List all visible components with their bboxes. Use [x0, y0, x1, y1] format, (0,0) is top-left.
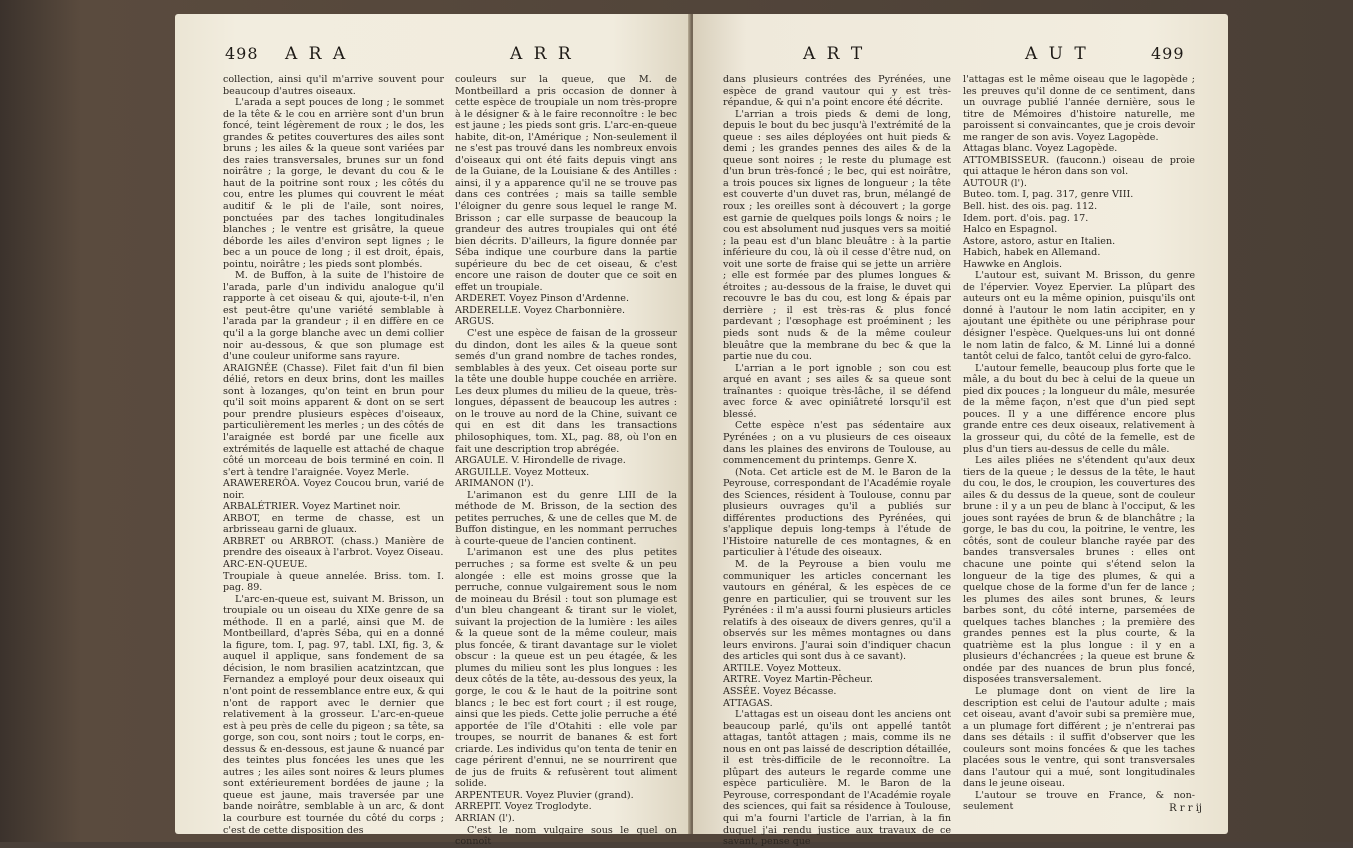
paragraph: M. de la Peyrouse a bien voulu me communiquer les articles concernant les vautours en général, & les espèces de ce genre en particulier, qui se trouvent sur les Pyrénées : il m'a aussi fourni plusieurs articles relatifs à des oiseaux de divers genres, qu'il a observés sur les mêmes montagnes ou dans leurs environs. J'aurai soin d'indiquer chacun des articles qui sont dus à ce savant).	[723, 558, 951, 663]
paragraph: Habich, habek en Allemand.	[963, 247, 1101, 259]
paragraph: Les ailes pliées ne s'étendent qu'aux deux tiers de la queue ; le dessus de la tête, le haut du cou, le dos, le croupion, les couvertures des ailes & du dessus de la queue, sont de couleur brune : il y a un peu de blanc à l'occiput, & les joues sont rayées de brun & de blanchâtre ; la gorge, le bas du cou, la poitrine, le ventre, les côtés, sont de couleur blanche rayée par des bandes transversales brunes : elles ont chacune une pointe qui s'étend selon la longueur de la tige des plumes, & qui a quelque chose de la forme d'un fer de lance ; les plumes des ailes sont brunes, & leurs barbes sont, du côté interne, parsemées de quelques taches blanches ; la première des grandes pennes est la plus courte, & la quatrième est la plus longue : il y en a plusieurs d'échancrées ; la queue est brune & ondée par des nuances de brun plus foncé, disposées transversalement.	[963, 455, 1195, 686]
paragraph: Hawwke en Anglois.	[963, 258, 1063, 270]
paragraph: L'arimanon est une des plus petites perruches ; sa forme est svelte & un peu alongée : elle est moins grosse que la perruche, connue vulgairement sous le nom de moineau du Brésil : tout son plumage est d'un bleu changeant & tirant sur le violet, suivant la projection de la lumière : les ailes & la queue sont de la même couleur, mais plus foncée, & tirant davantage sur le violet obscur : la queue est un peu étagée, & les plumes du milieu sont les plus longues : les deux côtés de la tête, au-dessous des yeux, la gorge, le cou & le haut de la poitrine sont blancs ; le bec est fort court ; il est rouge, ainsi que les pieds. Cette jolie perruche a été apportée de l'île d'Otahiti : elle vole par troupes, se nourrit de bananes & est fort criarde. Les individus qu'on tenta de tenir en cage périrent d'ennui, ne se nourrirent que de jus de fruits & refusèrent tout aliment solide.	[455, 547, 677, 790]
right-column-2	[963, 74, 1195, 813]
left-page-number: 498	[225, 44, 259, 63]
dictionary-entry: ATTOMBISSEUR. (fauconn.) oiseau de proie qui attaque le héron dans son vol.	[963, 154, 1195, 178]
paragraph: L'autour femelle, beaucoup plus forte que le mâle, a du bout du bec à celui de la queue un pied dix pouces ; la longueur du mâle, mesurée de la même façon, n'est que d'un pied sept pouces. Il y a une différence encore plus grande entre ces deux oiseaux, relativement à la grosseur qui, du côté de la femelle, est de plus d'un tiers au-dessus de celle du mâle.	[963, 362, 1195, 455]
paragraph: L'arrian a le port ignoble ; son cou est arqué en avant ; ses ailes & sa queue sont traînantes : quoique très-lâche, il se défend avec force & avec opiniâtreté lorsqu'il est blessé.	[723, 362, 951, 420]
paragraph: l'attagas est le même oiseau que le lagopède ; les preuves qu'il donne de ce sentiment, dans un ouvrage publié l'année dernière, sous le titre de Mémoires d'histoire naturelle, me paroissent si convaincantes, que je crois devoir me ranger de son avis. Voyez Lagopède.	[963, 74, 1195, 143]
left-headword-right: A R R	[510, 44, 574, 64]
left-running-head	[175, 44, 690, 66]
right-page-number: 499	[1151, 44, 1185, 63]
paragraph: Astore, astoro, astur en Italien.	[963, 235, 1116, 247]
paragraph: L'autour se trouve en France, & non-seulement	[963, 789, 1195, 813]
right-page	[693, 14, 1228, 848]
paragraph: Cette espèce n'est pas sédentaire aux Pyrénées ; on a vu plusieurs de ces oiseaux dans les plaines des environs de Toulouse, au commencement du printemps. Genre X.	[723, 420, 951, 467]
paragraph: C'est une espèce de faisan de la grosseur du dindon, dont les ailes & la queue sont semés d'un grand nombre de taches rondes, semblables à des yeux. Cet oiseau porte sur la tête une double huppe couchée en arrière. Les deux plumes du milieu de la queue, très-longues, dépassent de beaucoup les autres : on le trouve au nord de la Chine, suivant ce qui en est dit dans les transactions philosophiques, tom. XL, pag. 88, où l'on en fait une description trop abrégée.	[455, 328, 677, 455]
dictionary-entry: ARDERET. Voyez Pinson d'Ardenne.	[455, 293, 630, 305]
dictionary-entry: ATTAGAS.	[723, 697, 773, 709]
paragraph: L'arada a sept pouces de long ; le sommet de la tête & le cou en arrière sont d'un brun foncé, teint légèrement de roux ; le dos, les grandes & petites couvertures des ailes sont bruns ; les ailes & la queue sont variées par des raies transversales, brunes sur un fond noirâtre ; la gorge, le devant du cou & le haut de la poitrine sont roux ; les côtés du cou, entre les plumes qui couvrent le méat auditif & le pli de l'aile, sont noires, ponctuées par des taches longitudinales blanches ; le ventre est grisâtre, la queue déborde les ailes d'environ sept lignes ; le bec a un pouce de long ; il est droit, épais, pointu, noirâtre ; les pieds sont plombés.	[223, 97, 444, 270]
paragraph: L'arrian a trois pieds & demi de long, depuis le bout du bec jusqu'à l'extrémité de la queue : ses ailes déployées ont huit pieds & demi ; les grandes pennes des ailes & de la queue sont noires ; le reste du plumage est d'un brun très-foncé ; le bec, qui est noirâtre, a trois pouces six lignes de longueur ; la tête est couverte d'un duvet ras, brun, mélangé de roux ; les oreilles sont à découvert ; la gorge est garnie de quelques poils longs & noirs ; le cou est absolument nud jusques vers sa moitié ; la peau est d'un blanc bleuâtre : à la partie inférieure du cou, là où il cesse d'être nud, on voit une sorte de fraise qui se jette un arrière ; elle est formée par des plumes longues & étroites ; au-dessous de la fraise, le duvet qui recouvre le bas du cou, est long & épais par derrière ; il est très-ras & plus foncé pardevant ; l'œsophage est proéminent ; les pieds sont nuds & de la même couleur bleuâtre que la membrane du bec & que la partie nue du cou.	[723, 108, 951, 363]
right-headword-right: A U T	[1025, 44, 1089, 64]
dictionary-entry: ARC-EN-QUEUE.	[223, 558, 308, 570]
dictionary-entry: ARRIAN (l').	[455, 813, 515, 824]
paragraph: Troupiale à queue annelée. Briss. tom. I. pag. 89.	[223, 570, 444, 594]
dictionary-entry: ASSÉE. Voyez Bécasse.	[723, 685, 837, 697]
paragraph: collection, ainsi qu'il m'arrive souvent pour beaucoup d'autres oiseaux.	[223, 74, 444, 97]
dictionary-entry: ARBALÉTRIER. Voyez Martinet noir.	[223, 501, 401, 513]
dictionary-entry: ARREPIT. Voyez Troglodyte.	[455, 801, 592, 813]
dictionary-entry: ARIMANON (l').	[455, 478, 534, 490]
paragraph: (Nota. Cet article est de M. le Baron de la Peyrouse, correspondant de l'Académie royale des Sciences, résident à Toulouse, connu par plusieurs ouvrages qu'il a publiés sur différentes productions des Pyrénées, qui s'applique depuis long-temps à l'étude de l'Histoire naturelle de ces montagnes, & en particulier à l'étude des oiseaux.	[723, 466, 951, 559]
paragraph: C'est le nom vulgaire sous le quel on connoît	[455, 824, 677, 848]
left-page	[175, 14, 690, 848]
dictionary-entry: ARTRE. Voyez Martin-Pêcheur.	[723, 674, 873, 686]
dictionary-entry: ARGAULE. V. Hirondelle de rivage.	[455, 455, 626, 467]
left-column-1	[223, 74, 444, 836]
signature-mark: R r r ij	[1169, 803, 1202, 814]
paragraph: Le plumage dont on vient de lire la description est celui de l'autour adulte ; mais cet oiseau, avant d'avoir subi sa première mue, a un plumage fort différent ; je n'entrerai pas dans ses détails : il suffit d'observer que les couleurs sont moins foncées & que les taches placées sous le ventre, qui sont transversales dans l'autour qui a mué, sont longitudinales dans le jeune oiseau.	[963, 685, 1195, 790]
dictionary-entry: ARDERELLE. Voyez Charbonnière.	[455, 304, 626, 316]
left-column-2	[455, 74, 677, 848]
dictionary-entry: AUTOUR (l').	[963, 177, 1027, 189]
dictionary-entry: ARGUILLE. Voyez Motteux.	[455, 466, 590, 478]
paragraph: dans plusieurs contrées des Pyrénées, une espèce de grand vautour qui y est très-répandue, & qui n'a point encore été décrite.	[723, 74, 951, 109]
right-headword-left: A R T	[803, 44, 866, 64]
paragraph: L'attagas est un oiseau dont les anciens ont beaucoup parlé, qu'ils ont appellé tantôt attagas, tantôt attagen ; mais, comme ils ne nous en ont pas laissé de description détaillée, il est très-difficile de le reconnoître. La plûpart des auteurs le regarde comme une espèce particulière. M. le Baron de la Peyrouse, correspondant de l'Académie royale des sciences, qui fait sa résidence à Toulouse, qui m'a fourni l'article de l'arrian, à la fin duquel j'ai rendu justice aux travaux de ce savant, pense que	[723, 709, 951, 848]
dictionary-entry: Attagas blanc. Voyez Lagopède.	[963, 143, 1118, 155]
paragraph: L'arc-en-queue est, suivant M. Brisson, un troupiale ou un oiseau du XIXe genre de sa méthode. Il en a parlé, ainsi que M. de Montbeillard, d'après Séba, qui en a donné la figure, tom. I, pag. 97, tabl. LXI, fig. 3, & auquel il applique, sans fondement de sa décision, le nom brasilien acatzintzcan, que Fernandez a employé pour deux oiseaux qui n'ont point de ressemblance entre eux, & qui n'ont de rapport avec le dernier que relativement à la grosseur. L'arc-en-queue est à peu près de celle du pigeon ; sa tête, sa gorge, son cou, sont noirs ; tout le corps, en-dessus & en-dessous, est jaune & nuancé par des teintes plus foncées les unes que les autres ; les ailes sont noires & leurs plumes sont extérieurement bordées de jaune ; la queue est jaune, mais traversée par une bande noirâtre, semblable à un arc, & dont la courbure est tournée du côté du corps ; c'est de cette disposition des	[223, 593, 444, 836]
paragraph: couleurs sur la queue, que M. de Montbeillard a pris occasion de donner à cette espèce de troupiale un nom très-propre à le désigner & à le faire reconnoître : le bec est jaune ; les pieds sont gris. L'arc-en-queue habite, dit-on, l'Amérique ; Non-seulement il ne s'est pas trouvé dans les nombreux envois d'oiseaux qui ont été faits depuis vingt ans de la Guiane, de la Louisiane & des Antilles : ainsi, il y a apparence qu'il ne se trouve pas dans ces contrées ; mais sa taille semble l'éloigner du genre sous lequel le range M. Brisson ; car elle surpasse de beaucoup la grandeur des autres troupiales qui ont été bien décrits. D'ailleurs, la figure donnée par Séba indique une courbure dans la partie supérieure du bec de cet oiseau, & c'est encore une raison de douter que ce soit en effet un troupiale.	[455, 74, 677, 293]
paragraph: Bell. hist. des ois. pag. 112.	[963, 201, 1098, 213]
paragraph: M. de Buffon, à la suite de l'histoire de l'arada, parle d'un individu analogue qu'il rapporte à cet oiseau & qui, ajoute-t-il, n'en est peut-être qu'une variété semblable à l'arada par la grandeur ; il en diffère en ce qu'il a la gorge blanche avec un demi collier noir au-dessous, & que son plumage est d'une couleur uniforme sans rayure.	[223, 270, 444, 363]
dictionary-entry: ARGUS.	[455, 316, 495, 328]
dictionary-entry: ARTILE. Voyez Motteux.	[723, 662, 842, 674]
dictionary-entry: ARPENTEUR. Voyez Pluvier (grand).	[455, 789, 634, 801]
paragraph: Buteo. tom. I, pag. 317, genre VIII.	[963, 189, 1134, 201]
right-running-head	[693, 44, 1228, 66]
dictionary-entry: ARBRET ou ARBROT. (chass.) Manière de prendre des oiseaux à l'arbrot. Voyez Oiseau.	[223, 535, 444, 559]
paragraph: Idem. port. d'ois. pag. 17.	[963, 212, 1089, 224]
left-headword-left: A R A	[285, 44, 349, 64]
paragraph: L'autour est, suivant M. Brisson, du genre de l'épervier. Voyez Epervier. La plûpart des auteurs ont eu la même opinion, puisqu'ils ont donné à l'autour le nom latin accipiter, en y ajoutant une épithète ou une périphrase pour désigner l'espèce. Quelques-uns lui ont donné le nom latin de falco, & M. Linné lui a donné tantôt celui de falco, tantôt celui de gyro-falco.	[963, 270, 1195, 363]
right-column-1	[723, 74, 951, 848]
paragraph: L'arimanon est du genre LIII de la méthode de M. Brisson, de la section des petites perruches, & une de celles que M. de Buffon distingue, en les nommant perruches à courte-queue de l'ancien continent.	[455, 489, 677, 547]
dictionary-entry: ARAIGNÉE (Chasse). Filet fait d'un fil bien délié, retors en deux brins, dont les mailles sont à lozanges, qu'on teint en brun pour qu'il soit moins apparent & dont on se sert pour prendre plusieurs espèces d'oiseaux, particulièrement les merles ; un des côtés de l'araignée est bordé par une ficelle aux extrémités de laquelle est attaché de chaque côté un morceau de bois terminé en coin. Il s'ert à tendre l'araignée. Voyez Merle.	[223, 362, 444, 478]
dictionary-entry: ARAWERERÒA. Voyez Coucou brun, varié de noir.	[223, 478, 444, 501]
paragraph: Halco en Espagnol.	[963, 224, 1058, 236]
dictionary-entry: ARBOT, en terme de chasse, est un arbrisseau garni de gluaux.	[223, 512, 444, 536]
